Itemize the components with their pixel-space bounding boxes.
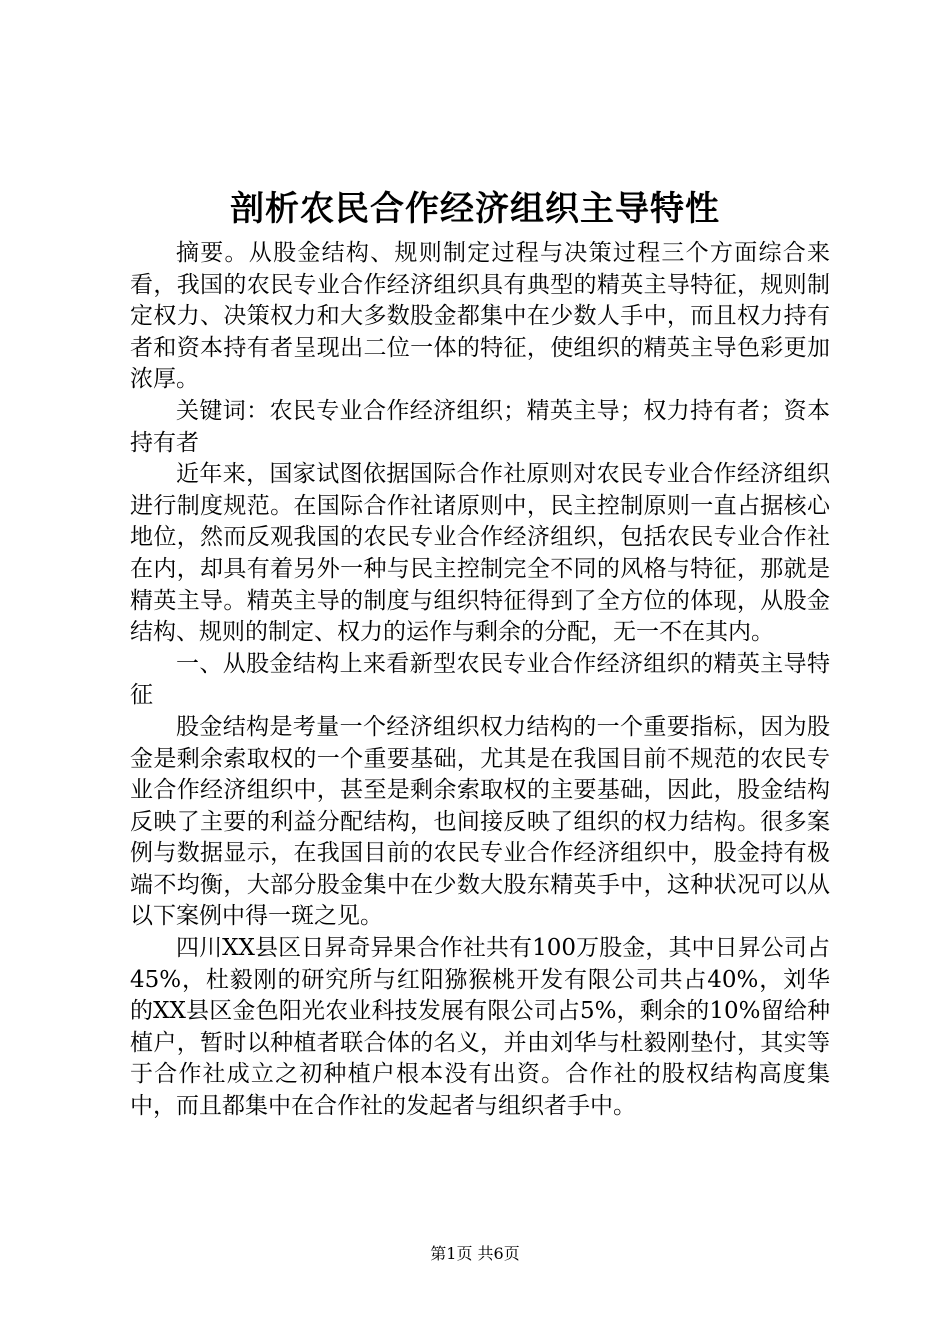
page-footer: 第1页 共6页	[430, 1244, 520, 1263]
intro-paragraph: 近年来，国家试图依据国际合作社原则对农民专业合作经济组织进行制度规范。在国际合作社诸原则中，民主控制原则一直占据核心地位，然而反观我国的农民专业合作经济组织，包括农民专业合作社在内，却具有着另外一种与民主控制完全不同的风格与特征，那就是精英主导。精英主导的制度与组织特征得到了全方位的体现，从股金结构、规则的制定、权力的运作与剩余的分配，无一不在其内。	[130, 461, 830, 646]
section-heading: 一、从股金结构上来看新型农民专业合作经济组织的精英主导特征	[130, 650, 830, 709]
body-paragraph: 股金结构是考量一个经济组织权力结构的一个重要指标，因为股金是剩余索取权的一个重要基础，尤其是在我国目前不规范的农民专业合作经济组织中，甚至是剩余索取权的主要基础，因此，股金结构反映了主要的利益分配结构，也间接反映了组织的权力结构。很多案例与数据显示，在我国目前的农民专业合作经济组织中，股金持有极端不均衡，大部分股金集中在少数大股东精英手中，这种状况可以从以下案例中得一斑之见。	[130, 713, 830, 930]
case-paragraph: 四川XX县区日昇奇异果合作社共有100万股金，其中日昇公司占45%，杜毅刚的研究所与红阳猕猴桃开发有限公司共占40%，刘华的XX县区金色阳光农业科技发展有限公司占5%，剩余的10%留给种植户，暂时以种植者联合体的名义，并由刘华与杜毅刚垫付，其实等于合作社成立之初种植户根本没有出资。合作社的股权结构高度集中，而且都集中在合作社的发起者与组织者手中。	[130, 935, 830, 1120]
document-body	[130, 238, 830, 1123]
page-title: 剖析农民合作经济组织主导特性	[230, 189, 720, 229]
abstract-paragraph: 摘要。从股金结构、规则制定过程与决策过程三个方面综合来看，我国的农民专业合作经济组织具有典型的精英主导特征，规则制定权力、决策权力和大多数股金都集中在少数人手中，而且权力持有者和资本持有者呈现出二位一体的特征，使组织的精英主导色彩更加浓厚。	[130, 240, 830, 393]
keywords-paragraph: 关键词：农民专业合作经济组织；精英主导；权力持有者；资本持有者	[130, 397, 830, 456]
